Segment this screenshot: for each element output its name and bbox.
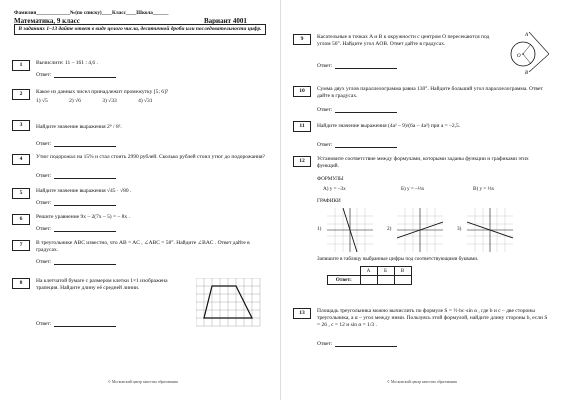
answer-table[interactable] [327, 266, 412, 285]
question-text: Установите соответствие между формулами, которыми заданы функции и графиками этих функций. [317, 156, 529, 169]
table-header-c: В [394, 267, 411, 276]
question-number: 11 [293, 121, 311, 132]
option-3[interactable]: 3) √33 [102, 98, 117, 104]
trapezoid-grid-figure [196, 278, 262, 328]
answer-field[interactable]: Ответ: [36, 71, 116, 78]
question-number: 7 [12, 240, 30, 251]
question-text: Площадь треугольника можно вычислить по формуле S = ½·bc·sin α , где b и c – две стороны треугольника, а α – угол между ними. Пользуясь этой формулой, найдите длину стороны b, если S = 26 , c = 12 и sin α = 1/3 . [317, 308, 548, 328]
formula-a: А) y = –3x [323, 186, 346, 192]
graph-3 [467, 208, 513, 252]
table-header-a: А [360, 267, 377, 276]
point-a-label: A [525, 33, 529, 38]
question-number: 1 [12, 60, 30, 71]
question-number: 6 [12, 214, 30, 225]
graph-3-number: 3) [457, 226, 462, 232]
answer-options [36, 98, 268, 105]
question-number: 10 [293, 86, 311, 97]
page-divider [280, 0, 281, 400]
point-b-label: B [525, 71, 529, 74]
question-text: Найдите значение выражения 2⁹ / 8². [36, 124, 122, 130]
option-4[interactable]: 4) √31 [138, 98, 153, 104]
question-number: 4 [12, 154, 30, 165]
question-text: Вычислите: 11 – 161 : 4,6 . [36, 60, 98, 66]
student-header-fields: Фамилия_____________№(по списку)____Класс____Школа______ [14, 10, 169, 16]
answer-field[interactable]: Ответ: [36, 225, 116, 232]
footer-copyright: © Московский центр качества образования [387, 380, 457, 384]
question-text: Решите уравнение 9x – 2(7x – 5) = – 8x . [36, 214, 130, 220]
formulas-heading: ФОРМУЛЫ [317, 176, 344, 182]
table-cell-b[interactable] [377, 276, 394, 285]
question-text: Утюг подорожал на 15% и стал стоить 2990 рублей. Сколько рублей стоил утюг до подорожания? [36, 154, 265, 160]
graph-1-number: 1) [317, 226, 322, 232]
question-number: 13 [293, 308, 311, 319]
formula-b: Б) y = –⅓x [401, 186, 425, 192]
graph-2 [397, 208, 443, 252]
graph-2-number: 2) [387, 226, 392, 232]
question-text: Касательные в точках A и B к окружности с центром O пересекаются под углом 56°. Найдите угол AOB. Ответ дайте в градусах. [317, 34, 490, 47]
question-number: 3 [12, 120, 30, 131]
question-number: 8 [12, 278, 30, 289]
question-text: Найдите значение выражения (4a² – 9)/(6a – 4a²) при a = –2,5. [317, 123, 461, 129]
formula-c: В) y = ⅓x [473, 186, 495, 192]
table-header-b: Б [377, 267, 394, 276]
answer-field[interactable]: Ответ: [317, 106, 397, 113]
table-instruction: Запишите в таблицу выбранные цифры под соответствующими буквами. [317, 256, 479, 262]
point-o-label: O [517, 54, 521, 59]
footer-copyright: © Московский центр качества образования [108, 380, 178, 384]
answer-field[interactable]: Ответ: [36, 258, 116, 265]
answer-field[interactable]: Ответ: [36, 172, 116, 179]
question-text: В треугольнике ABC известно, что AB = AC , ∠ABC = 58°. Найдите ∠BAC . Ответ дайте в градусах. [36, 240, 250, 253]
question-number: 9 [293, 34, 311, 45]
answer-field[interactable]: Ответ: [317, 141, 397, 148]
question-text: Какое из данных чисел принадлежит промежутку [5; 6]? [36, 89, 169, 95]
answer-field[interactable]: Ответ: [36, 320, 116, 327]
graph-1 [327, 208, 373, 252]
table-answer-label: Ответ: [328, 276, 361, 285]
subject-title: Математика, 9 класс [14, 17, 80, 25]
table-cell-a[interactable] [360, 276, 377, 285]
table-cell-c[interactable] [394, 276, 411, 285]
graphs-heading: ГРАФИКИ [317, 198, 341, 204]
answer-field[interactable]: Ответ: [36, 199, 116, 206]
question-number: 5 [12, 188, 30, 199]
option-2[interactable]: 2) √6 [69, 98, 81, 104]
circle-tangents-figure [503, 30, 553, 74]
question-text: На клетчатой бумаге с размером клетки 1×1 изображена трапеция. Найдите длину её средней линии. [36, 278, 168, 291]
answer-field[interactable]: Ответ: [36, 140, 116, 147]
instruction-box: В заданиях 1–13 дайте ответ в виде целого числа, десятичной дроби или последовательности цифр. [14, 24, 266, 35]
option-1[interactable]: 1) √5 [36, 98, 48, 104]
variant-label: Вариант 4001 [204, 17, 247, 25]
question-number: 12 [293, 156, 311, 167]
question-text: Найдите значение выражения √45 · √80 . [36, 188, 132, 194]
answer-field[interactable]: Ответ: [317, 62, 397, 69]
right-page [289, 8, 555, 390]
answer-field[interactable]: Ответ: [317, 340, 397, 347]
question-number: 2 [12, 89, 30, 100]
left-page [8, 8, 274, 390]
question-text: Сумма двух углов параллелограмма равна 130°. Найдите больший угол параллелограмма. Ответ дайте в градусах. [317, 86, 543, 99]
